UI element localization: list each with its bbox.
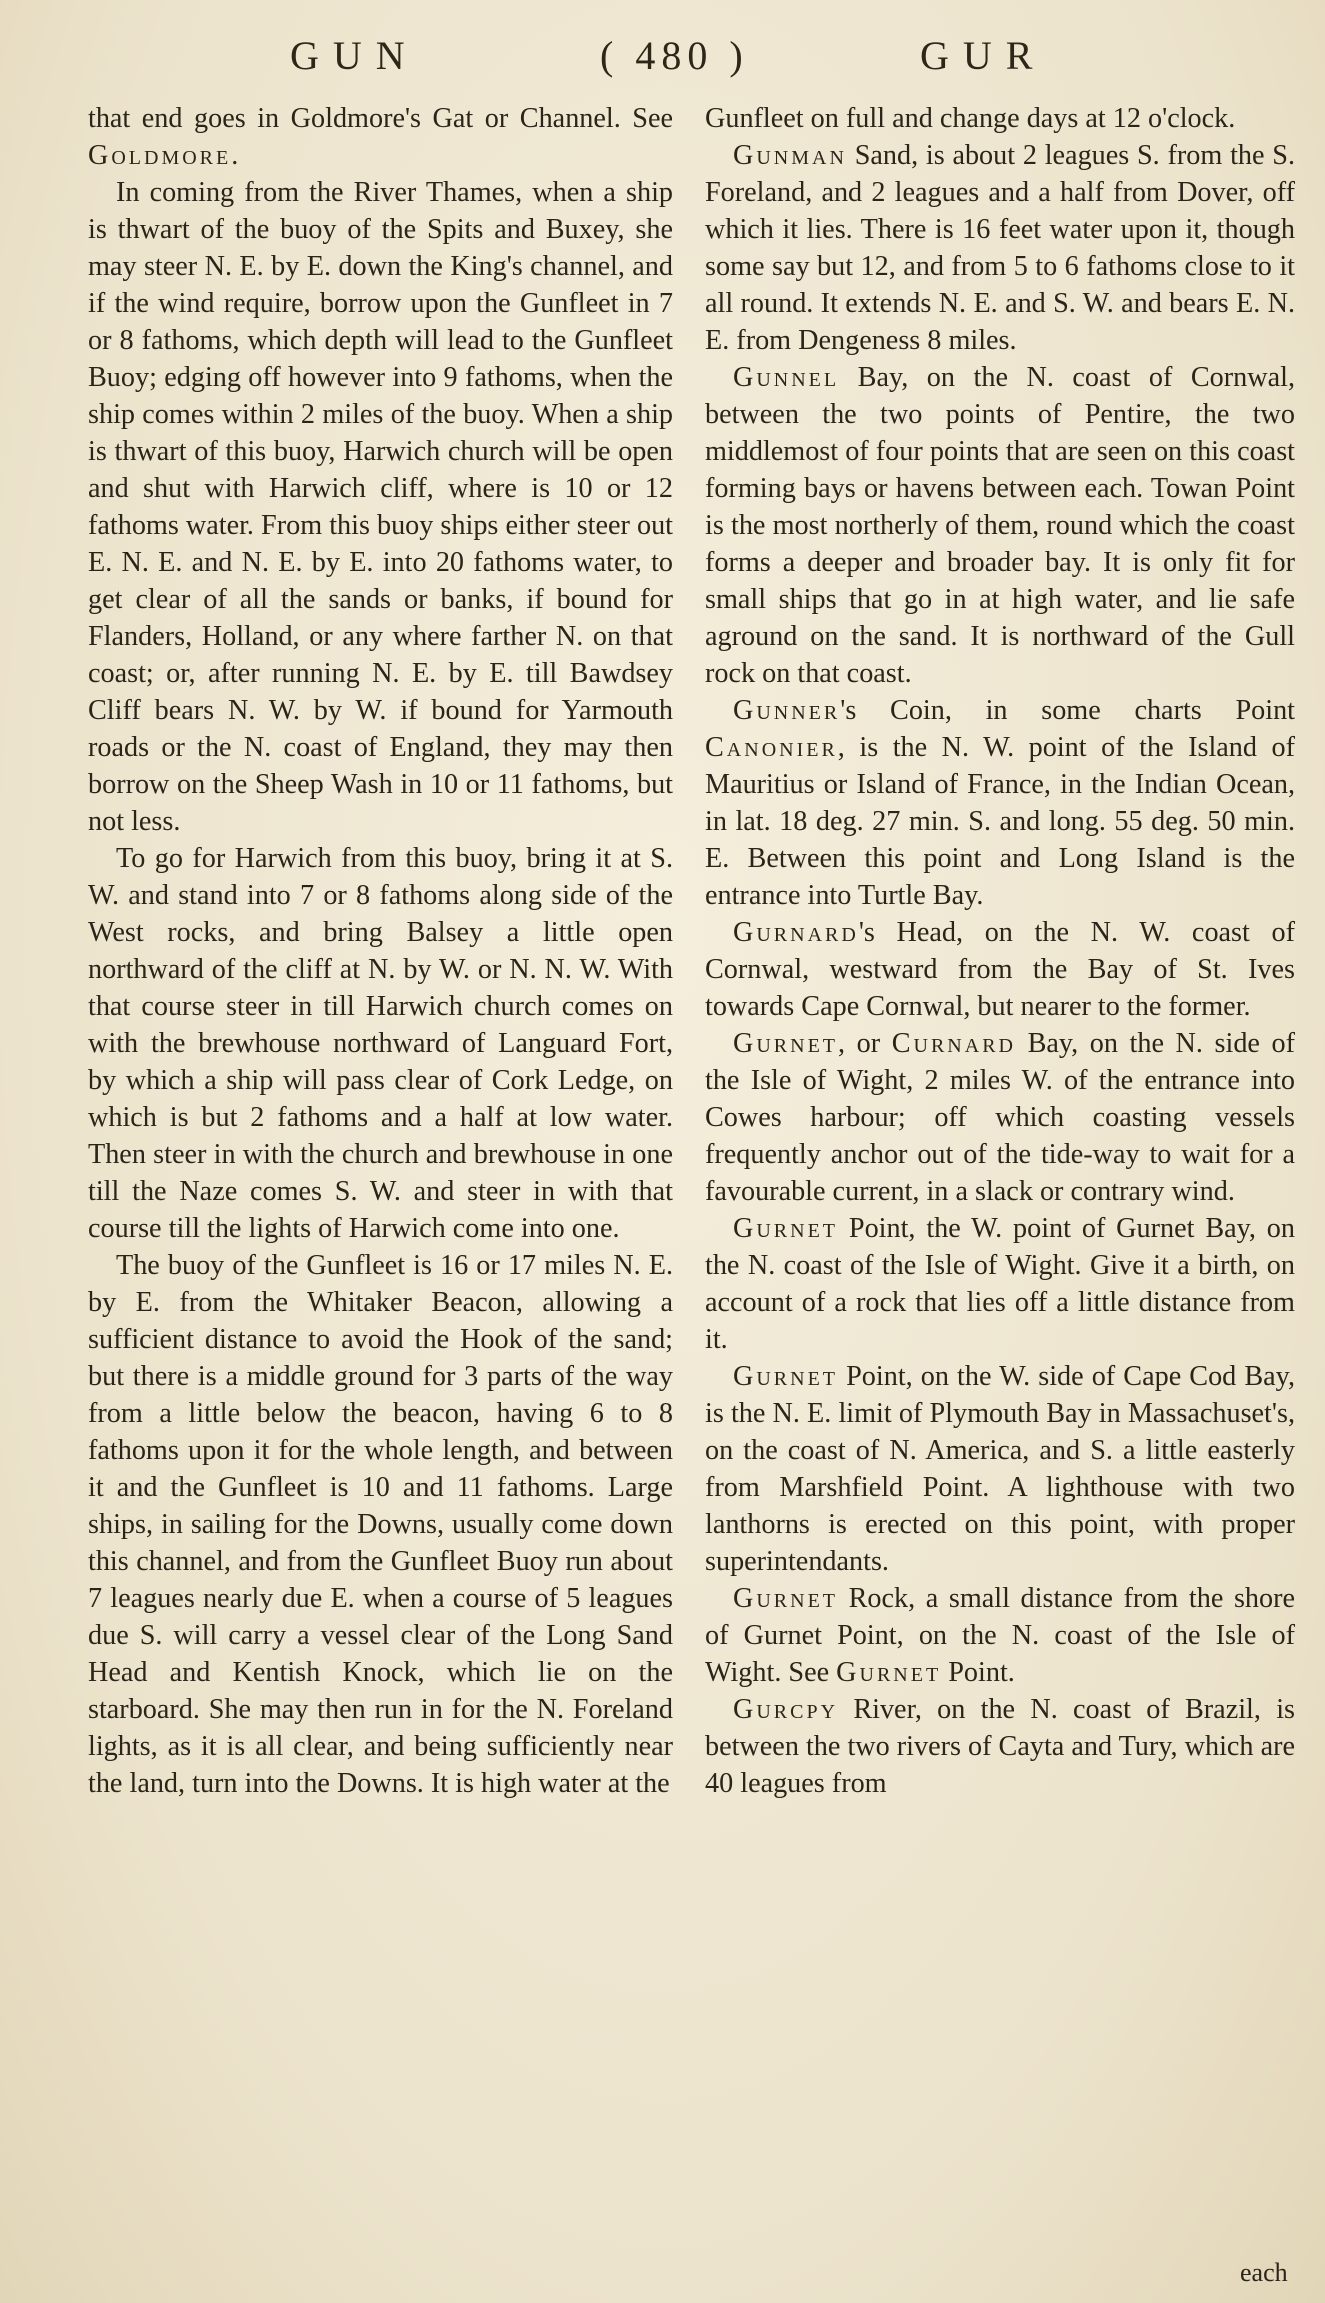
right-column <box>705 100 1295 1802</box>
paragraph-text: The buoy of the Gunfleet is 16 or 17 miles N. E. by E. from the Whitaker Beacon, allowing a sufficient distance to avoid the Hook of the sand; but there is a middle ground for 3 parts of the way from a little below the beacon, having 6 to 8 fathoms upon it for the whole length, and between it and the Gunfleet is 10 and 11 fathoms. Large ships, in sailing for the Downs, usually come down this channel, and from the Gunfleet Buoy run about 7 leagues nearly due E. when a course of 5 leagues due S. will carry a vessel clear of the Long Sand Head and Kentish Knock, which lie on the starboard. She may then run in for the N. Foreland lights, as it is all clear, and being sufficiently near the land, turn into the Downs. It is high water at the <box>88 1250 673 1799</box>
paragraph-text: Bay, on the N. coast of Cornwal, between the two points of Pentire, the two middlemost of four points that are seen on this coast forming bays or havens between each. Towan Point is the most northerly of them, round which the coast forms a deeper and broader bay. It is only fit for small ships that go in at high water, and lie safe aground on the sand. It is northward of the Gull rock on that coast. <box>705 362 1295 689</box>
catchword: each <box>1240 2258 1288 2287</box>
paragraph-text: , or <box>838 1028 892 1059</box>
entry-headword: Canonier <box>705 732 838 763</box>
header-right-word: GUR <box>920 33 1047 78</box>
paragraph-text: that end goes in Goldmore's Gat or Channel. See <box>88 103 673 134</box>
paragraph-text: 's Head, on the N. W. coast of Cornwal, westward from the Bay of St. Ives towards Cape Cornwal, but nearer to the former. <box>705 917 1295 1022</box>
paragraph-text: In coming from the River Thames, when a ship is thwart of the buoy of the Spits and Buxey, she may steer N. E. by E. down the King's channel, and if the wind require, borrow upon the Gunfleet in 7 or 8 fathoms, which depth will lead to the Gunfleet Buoy; edging off however into 9 fathoms, when the ship comes within 2 miles of the buoy. When a ship is thwart of this buoy, Harwich church will be open and shut with Harwich cliff, where is 10 or 12 fathoms water. From this buoy ships either steer out E. N. E. and N. E. by E. into 20 fathoms water, to get clear of all the sands or banks, if bound for Flanders, Holland, or any where farther N. on that coast; or, after running N. E. by E. till Bawdsey Cliff bears N. W. by W. if bound for Yarmouth roads or the N. coast of England, they may then borrow on the Sheep Wash in 10 or 11 fathoms, but not less. <box>88 177 673 837</box>
entry-headword: Gunnel <box>733 362 840 393</box>
entry-headword: Gurnet <box>733 1028 839 1059</box>
paragraph <box>705 914 1295 1025</box>
entry-headword: Gurnet <box>733 1583 839 1614</box>
paragraph <box>705 1691 1295 1802</box>
paragraph <box>705 692 1295 914</box>
paragraph-text: To go for Harwich from this buoy, bring it at S. W. and stand into 7 or 8 fathoms along side of the West rocks, and bring Balsey a little open northward of the cliff at N. by W. or N. N. W. With that course steer in till Harwich church comes on with the brewhouse northward of Languard Fort, by which a ship will pass clear of Cork Ledge, on which is but 2 fathoms and a half at low water. Then steer in with the church and brewhouse in one till the Naze comes S. W. and steer in with that course till the lights of Harwich come into one. <box>88 843 673 1244</box>
paragraph <box>88 1247 673 1802</box>
paragraph <box>705 1025 1295 1210</box>
paragraph-text: , is the N. W. point of the Island of Mauritius or Island of France, in the Indian Ocean, in lat. 18 deg. 27 min. S. and long. 55 deg. 50 min. E. Between this point and Long Island is the entrance into Turtle Bay. <box>705 732 1295 911</box>
paragraph <box>705 1358 1295 1580</box>
paragraph-text: Sand, is about 2 leagues S. from the S. Foreland, and 2 leagues and a half from Dover, off which it lies. There is 16 feet water upon it, though some say but 12, and from 5 to 6 fathoms close to it all round. It extends N. E. and S. W. and bears E. N. E. from Dengeness 8 miles. <box>705 140 1295 356</box>
entry-headword: Gurnet <box>733 1213 839 1244</box>
paragraph <box>705 1580 1295 1691</box>
left-column <box>88 100 673 1802</box>
paragraph-text: River, on the N. coast of Brazil, is between the two rivers of Cayta and Tury, which are 40 leagues from <box>705 1694 1295 1799</box>
paragraph <box>88 174 673 840</box>
entry-headword: Gurnard <box>733 917 859 948</box>
paragraph <box>705 137 1295 359</box>
paragraph <box>705 1210 1295 1358</box>
entry-headword: Goldmore. <box>88 140 242 171</box>
running-header <box>0 22 1325 82</box>
entry-headword: Curnard <box>891 1028 1016 1059</box>
entry-headword: Gurcpy <box>733 1694 839 1725</box>
paragraph <box>705 100 1295 137</box>
paragraph-text: Rock, a small distance from the shore of Gurnet Point, on the N. coast of the Isle of Wight. See <box>705 1583 1295 1688</box>
page-number: ( 480 ) <box>600 33 749 78</box>
entry-headword: Gurnet <box>733 1361 839 1392</box>
paragraph-text: Gunfleet on full and change days at 12 o'clock. <box>705 103 1236 134</box>
header-left-word: GUN <box>290 33 419 78</box>
paragraph <box>88 100 673 174</box>
entry-headword: Gunner <box>733 695 841 726</box>
paragraph-text: Point, the W. point of Gurnet Bay, on the N. coast of the Isle of Wight. Give it a birth, on account of a rock that lies off a little distance from it. <box>705 1213 1295 1355</box>
entry-headword: Gurnet <box>836 1657 942 1688</box>
paragraph-text: Point. <box>941 1657 1015 1688</box>
paragraph-text: Bay, on the N. side of the Isle of Wight, 2 miles W. of the entrance into Cowes harbour; off which coasting vessels frequently anchor out of the tide-way to wait for a favourable current, in a slack or contrary wind. <box>705 1028 1295 1207</box>
paragraph-text: Point, on the W. side of Cape Cod Bay, is the N. E. limit of Plymouth Bay in Massachuset's, on the coast of N. America, and S. a little easterly from Marshfield Point. A lighthouse with two lanthorns is erected on this point, with proper superintendants. <box>705 1361 1295 1577</box>
paragraph <box>705 359 1295 692</box>
entry-headword: Gunman <box>733 140 847 171</box>
paragraph <box>88 840 673 1247</box>
paragraph-text: 's Coin, in some charts Point <box>840 695 1295 726</box>
